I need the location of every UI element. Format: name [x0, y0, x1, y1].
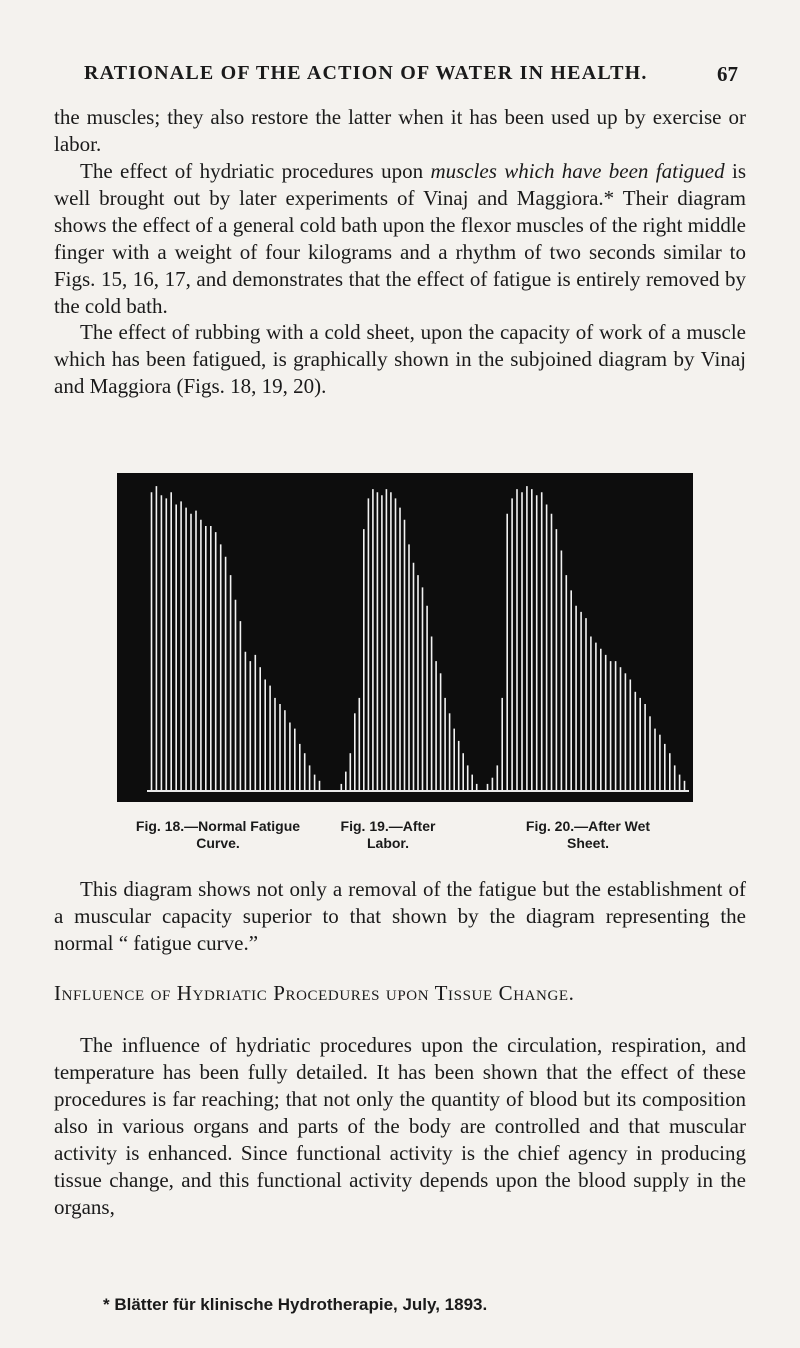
paragraph-2-italic: muscles which have been fatigued — [430, 159, 725, 183]
caption-fig-20 — [488, 818, 688, 852]
footnote: * Blätter für klinische Hydrotherapie, July, 1893. — [103, 1295, 488, 1314]
paragraph-3: The effect of rubbing with a cold sheet, upon the capacity of work of a muscle which has been fatigued, is graphically shown in the subjoined diagram by Vinaj and Maggiora (Figs. 18, 19, 20). — [54, 320, 746, 398]
paragraph-4: This diagram shows not only a removal of the fatigue but the establishment of a muscular capacity superior to that shown by the diagram representing the normal “ fatigue curve.” — [54, 877, 746, 955]
paragraph-2 — [54, 158, 746, 320]
caption-fig-18-line2: Curve. — [196, 835, 240, 851]
paragraph-1: the muscles; they also restore the latter when it has been used up by exercise or labor. — [54, 105, 746, 156]
figure-captions — [118, 818, 698, 862]
ergogram-figure — [117, 473, 693, 802]
page-header — [0, 62, 800, 92]
caption-fig-19-line2: Labor. — [366, 835, 409, 851]
caption-fig-19-line1: Fig. 19.—After — [340, 818, 436, 834]
page-number: 67 — [717, 62, 738, 86]
paragraph-2-rest: is well brought out by later experiments of Vinaj and Maggiora.* Their diagram shows the effect of a general cold bath upon the flexor muscles of the right middle finger with a weight of four kilograms and a rhythm of two seconds similar to Figs. 15, 16, 17, and demonstrates that the effect of fatigue is entirely removed by the cold bath. — [54, 159, 746, 318]
section-heading: Influence of Hydriatic Procedures upon Tissue Change. — [54, 981, 575, 1005]
caption-fig-20-line1: Fig. 20.—After Wet — [525, 818, 651, 834]
caption-fig-18-line1: Fig. 18.—Normal Fatigue — [135, 818, 301, 834]
ergogram-plot — [117, 473, 693, 802]
caption-fig-19 — [303, 818, 473, 852]
paragraph-5: The influence of hydriatic procedures upon the circulation, respiration, and temperature has been fully detailed. It has been shown that the effect of these procedures is far reaching; that not only the quantity of blood but its composition also in various organs and parts of the body are controlled and that muscular activity is enhanced. Since functional activity is the chief agency in producing tissue change, and this functional activity depends upon the blood supply in the organs, — [54, 1033, 746, 1219]
caption-fig-20-line2: Sheet. — [566, 835, 609, 851]
caption-fig-18 — [118, 818, 318, 852]
paragraph-2-start: The effect of hydriatic procedures upon — [80, 159, 431, 183]
running-head: RATIONALE OF THE ACTION OF WATER IN HEALTH. — [84, 62, 648, 84]
